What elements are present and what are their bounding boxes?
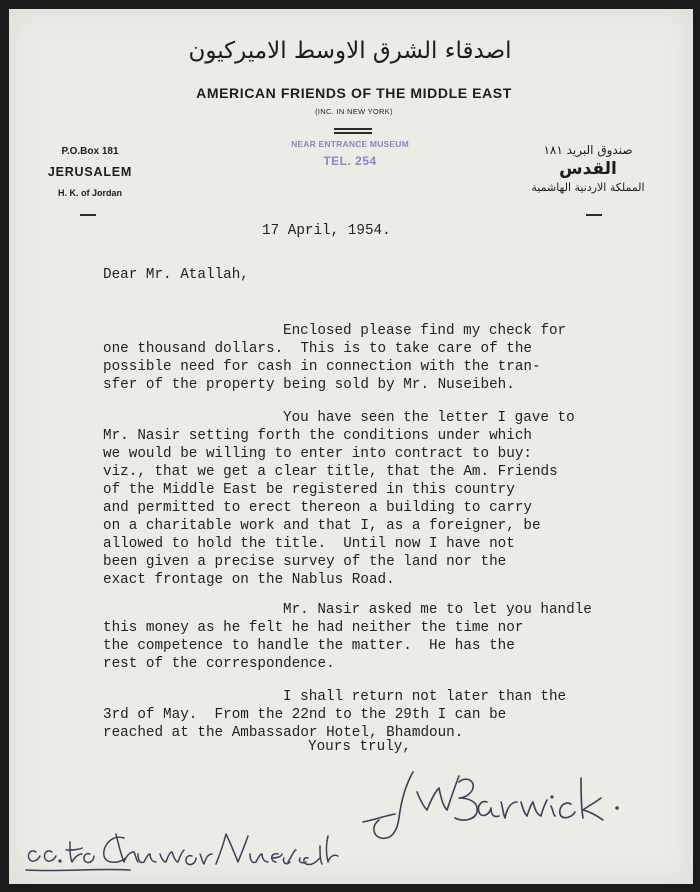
paragraph-line: 3rd of May. From the 22nd to the 29th I can be — [103, 707, 507, 723]
stamp-line-2: TEL. 254 — [323, 154, 377, 168]
left-address-rule — [80, 214, 96, 216]
right-address-rule — [586, 214, 602, 216]
paragraph-line: the competence to handle the matter. He has the — [103, 638, 515, 654]
po-box-label: P.O.Box 181 — [61, 146, 119, 157]
letterhead-right-address — [520, 143, 656, 194]
letterhead-org-name: AMERICAN FRIENDS OF THE MIDDLE EAST — [196, 85, 512, 101]
paragraph-line: on a charitable work and that I, as a foreigner, be — [103, 518, 541, 534]
letterhead-arabic-title: اصدقاء الشرق الاوسط الاميركيون — [188, 38, 512, 64]
paragraph-line: sfer of the property being sold by Mr. Nuseibeh. — [103, 377, 515, 393]
arabic-city-label: القدس — [559, 159, 617, 179]
paragraph-line: reached at the Ambassador Hotel, Bhamdoun. — [103, 725, 464, 741]
city-label: JERUSALEM — [47, 165, 133, 179]
arabic-country-label: المملكة الاردنية الهاشمية — [531, 181, 645, 194]
arabic-po-box-label: صندوق البريد ١٨١ — [543, 143, 633, 157]
paragraph-line: this money as he felt he had neither the time nor — [103, 620, 524, 636]
handwritten-cc-note — [20, 828, 350, 888]
paragraph-line: possible need for cash in connection with the tran- — [103, 359, 541, 375]
paragraph-line: one thousand dollars. This is to take care of the — [103, 341, 532, 357]
letter-closing: Yours truly, — [308, 739, 411, 755]
paragraph-line: and permitted to erect thereon a building to carry — [103, 500, 532, 516]
paragraph-line: been given a precise survey of the land nor the — [103, 554, 507, 570]
letter-salutation: Dear Mr. Atallah, — [103, 267, 249, 283]
paragraph-line: viz., that we get a clear title, that the Am. Friends — [103, 464, 558, 480]
paragraph-line: You have seen the letter I gave to — [283, 410, 575, 426]
paragraph-line: of the Middle East be registered in this country — [103, 482, 515, 498]
letterhead-org-inc: (INC. IN NEW YORK) — [315, 107, 393, 116]
paragraph-line: I shall return not later than the — [283, 689, 567, 705]
paragraph-line: exact frontage on the Nablus Road. — [103, 572, 395, 588]
paragraph-2 — [103, 391, 575, 607]
paragraph-line: rest of the correspondence. — [103, 656, 335, 672]
letter-date: 17 April, 1954. — [262, 223, 391, 239]
paragraph-line: allowed to hold the title. Until now I have not — [103, 536, 515, 552]
paragraph-line: we would be willing to enter into contract to buy: — [103, 446, 532, 462]
stamp-line-1: NEAR ENTRANCE MUSEUM — [291, 139, 409, 149]
letterhead-left-address — [30, 146, 150, 198]
paragraph-line: Mr. Nasir setting forth the conditions under which — [103, 428, 532, 444]
letterhead-divider-bottom — [334, 132, 372, 134]
handwritten-signature — [355, 762, 635, 852]
paragraph-line: Enclosed please find my check for — [283, 323, 567, 339]
museum-stamp — [280, 139, 420, 168]
country-label: H. K. of Jordan — [57, 188, 122, 198]
letterhead-divider-top — [334, 128, 372, 130]
paragraph-line: Mr. Nasir asked me to let you handle — [283, 602, 592, 618]
